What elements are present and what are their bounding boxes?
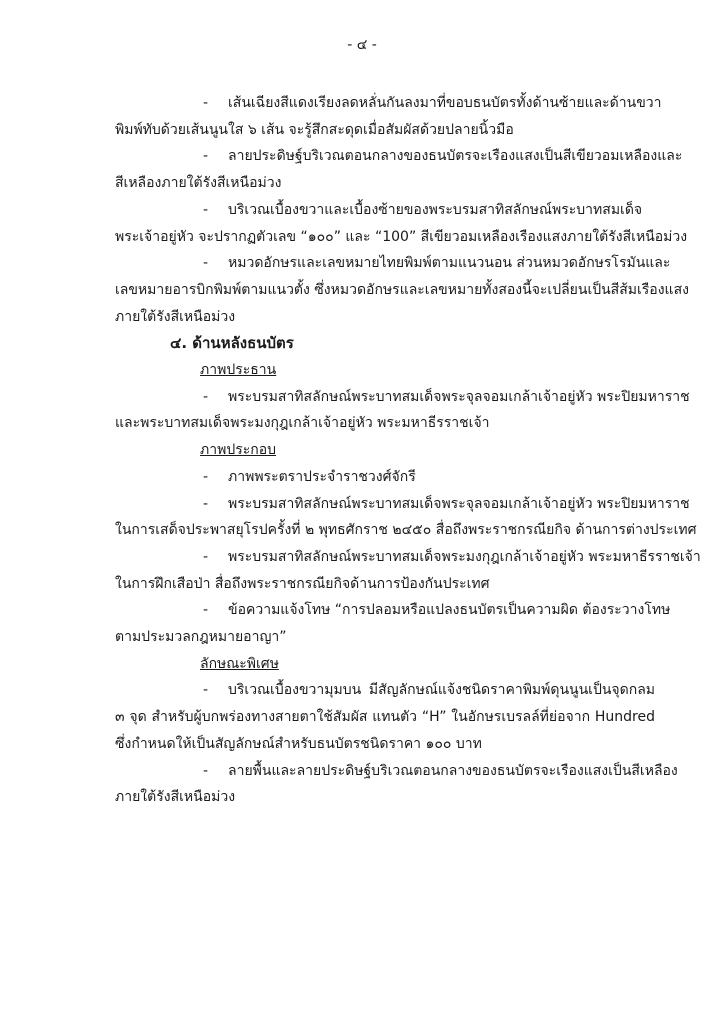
paragraph-line: บริเวณเบื้องขวามุมบน มีสัญลักษณ์แจ้งชนิดราคาพิมพ์ดุนนูนเป็นจุดกลม bbox=[228, 682, 655, 699]
bullet-dash: - bbox=[203, 762, 209, 779]
paragraph-line: พระเจ้าอยู่หัว จะปรากฏตัวเลข “๑๐๐” และ “100” สีเขียวอมเหลืองเรืองแสงภายใต้รังสีเหนือม่วง bbox=[115, 228, 688, 245]
paragraph-line: ภาพพระตราประจำราชวงศ์จักรี bbox=[228, 468, 416, 485]
paragraph-line: และพระบาทสมเด็จพระมงกุฎเกล้าเจ้าอยู่หัว พระมหาธีรราชเจ้า bbox=[115, 415, 490, 432]
paragraph-line: พระบรมสาทิสลักษณ์พระบาทสมเด็จพระมงกุฎเกล้าเจ้าอยู่หัว พระมหาธีรราชเจ้า bbox=[228, 548, 701, 565]
paragraph-line: เลขหมายอารบิกพิมพ์ตามแนวตั้ง ซึ่งหมวดอักษรและเลขหมายทั้งสองนี้จะเปลี่ยนเป็นสีส้มเรืองแสง bbox=[115, 281, 689, 298]
paragraph-line: พระบรมสาทิสลักษณ์พระบาทสมเด็จพระจุลจอมเกล้าเจ้าอยู่หัว พระปิยมหาราช bbox=[228, 495, 690, 512]
paragraph-line: ซึ่งกำหนดให้เป็นสัญลักษณ์สำหรับธนบัตรชนิดราคา ๑๐๐ บาท bbox=[115, 735, 482, 752]
paragraph-line: ในการเสด็จประพาสยุโรปครั้งที่ ๒ พุทธศักราช ๒๔๕๐ สื่อถึงพระราชกรณียกิจ ด้านการต่างประเทศ bbox=[115, 522, 697, 539]
bullet-dash: - bbox=[203, 388, 209, 405]
bullet-dash: - bbox=[203, 495, 209, 512]
subheading-main-image: ภาพประธาน bbox=[200, 362, 277, 378]
bullet-dash: - bbox=[203, 148, 209, 165]
bullet-dash: - bbox=[203, 255, 209, 272]
subheading-supporting-image: ภาพประกอบ bbox=[200, 442, 277, 459]
section-heading: ๔. ด้านหลังธนบัตร bbox=[170, 334, 294, 353]
paragraph-line: พิมพ์ทับด้วยเส้นนูนใส ๖ เส้น จะรู้สึกสะดุดเมื่อสัมผัสด้วยปลายนิ้วมือ bbox=[115, 121, 514, 138]
paragraph-line: ๓ จุด สำหรับผู้บกพร่องทางสายตาใช้สัมผัส แทนตัว “H” ในอักษรเบรลล์ที่ย่อจาก Hundred bbox=[115, 709, 655, 726]
paragraph-line: สีเหลืองภายใต้รังสีเหนือม่วง bbox=[115, 175, 282, 192]
bullet-dash: - bbox=[203, 682, 209, 699]
paragraph-line: ลายพื้นและลายประดิษฐ์บริเวณตอนกลางของธนบัตรจะเรืองแสงเป็นสีเหลือง bbox=[228, 762, 678, 779]
paragraph-line: เส้นเฉียงสีแดงเรียงลดหลั่นกันลงมาที่ขอบธนบัตรทั้งด้านซ้ายและด้านขวา bbox=[228, 95, 662, 111]
paragraph-line: บริเวณเบื้องขวาและเบื้องซ้ายของพระบรมสาทิสลักษณ์พระบาทสมเด็จ bbox=[228, 201, 643, 218]
paragraph-line: ข้อความแจ้งโทษ “การปลอมหรือแปลงธนบัตรเป็นความผิด ต้องระวางโทษ bbox=[228, 602, 671, 619]
paragraph-line: ภายใต้รังสีเหนือม่วง bbox=[115, 789, 236, 806]
paragraph-line: ในการฝึกเสือป่า สื่อถึงพระราชกรณียกิจด้านการป้องกันประเทศ bbox=[115, 575, 490, 592]
paragraph-line: ภายใต้รังสีเหนือม่วง bbox=[115, 308, 236, 325]
page-number: - ๔ - bbox=[347, 37, 377, 53]
bullet-dash: - bbox=[203, 548, 209, 565]
paragraph-line: พระบรมสาทิสลักษณ์พระบาทสมเด็จพระจุลจอมเกล้าเจ้าอยู่หัว พระปิยมหาราช bbox=[228, 388, 690, 405]
bullet-dash: - bbox=[203, 602, 209, 619]
paragraph-line: ตามประมวลกฎหมายอาญา” bbox=[115, 629, 287, 645]
bullet-dash: - bbox=[203, 95, 209, 111]
bullet-dash: - bbox=[203, 201, 209, 218]
subheading-special-features: ลักษณะพิเศษ bbox=[200, 655, 279, 672]
bullet-dash: - bbox=[203, 468, 209, 485]
paragraph-line: ลายประดิษฐ์บริเวณตอนกลางของธนบัตรจะเรืองแสงเป็นสีเขียวอมเหลืองและ bbox=[228, 148, 683, 165]
paragraph-line: หมวดอักษรและเลขหมายไทยพิมพ์ตามแนวนอน ส่วนหมวดอักษรโรมันและ bbox=[228, 255, 671, 272]
